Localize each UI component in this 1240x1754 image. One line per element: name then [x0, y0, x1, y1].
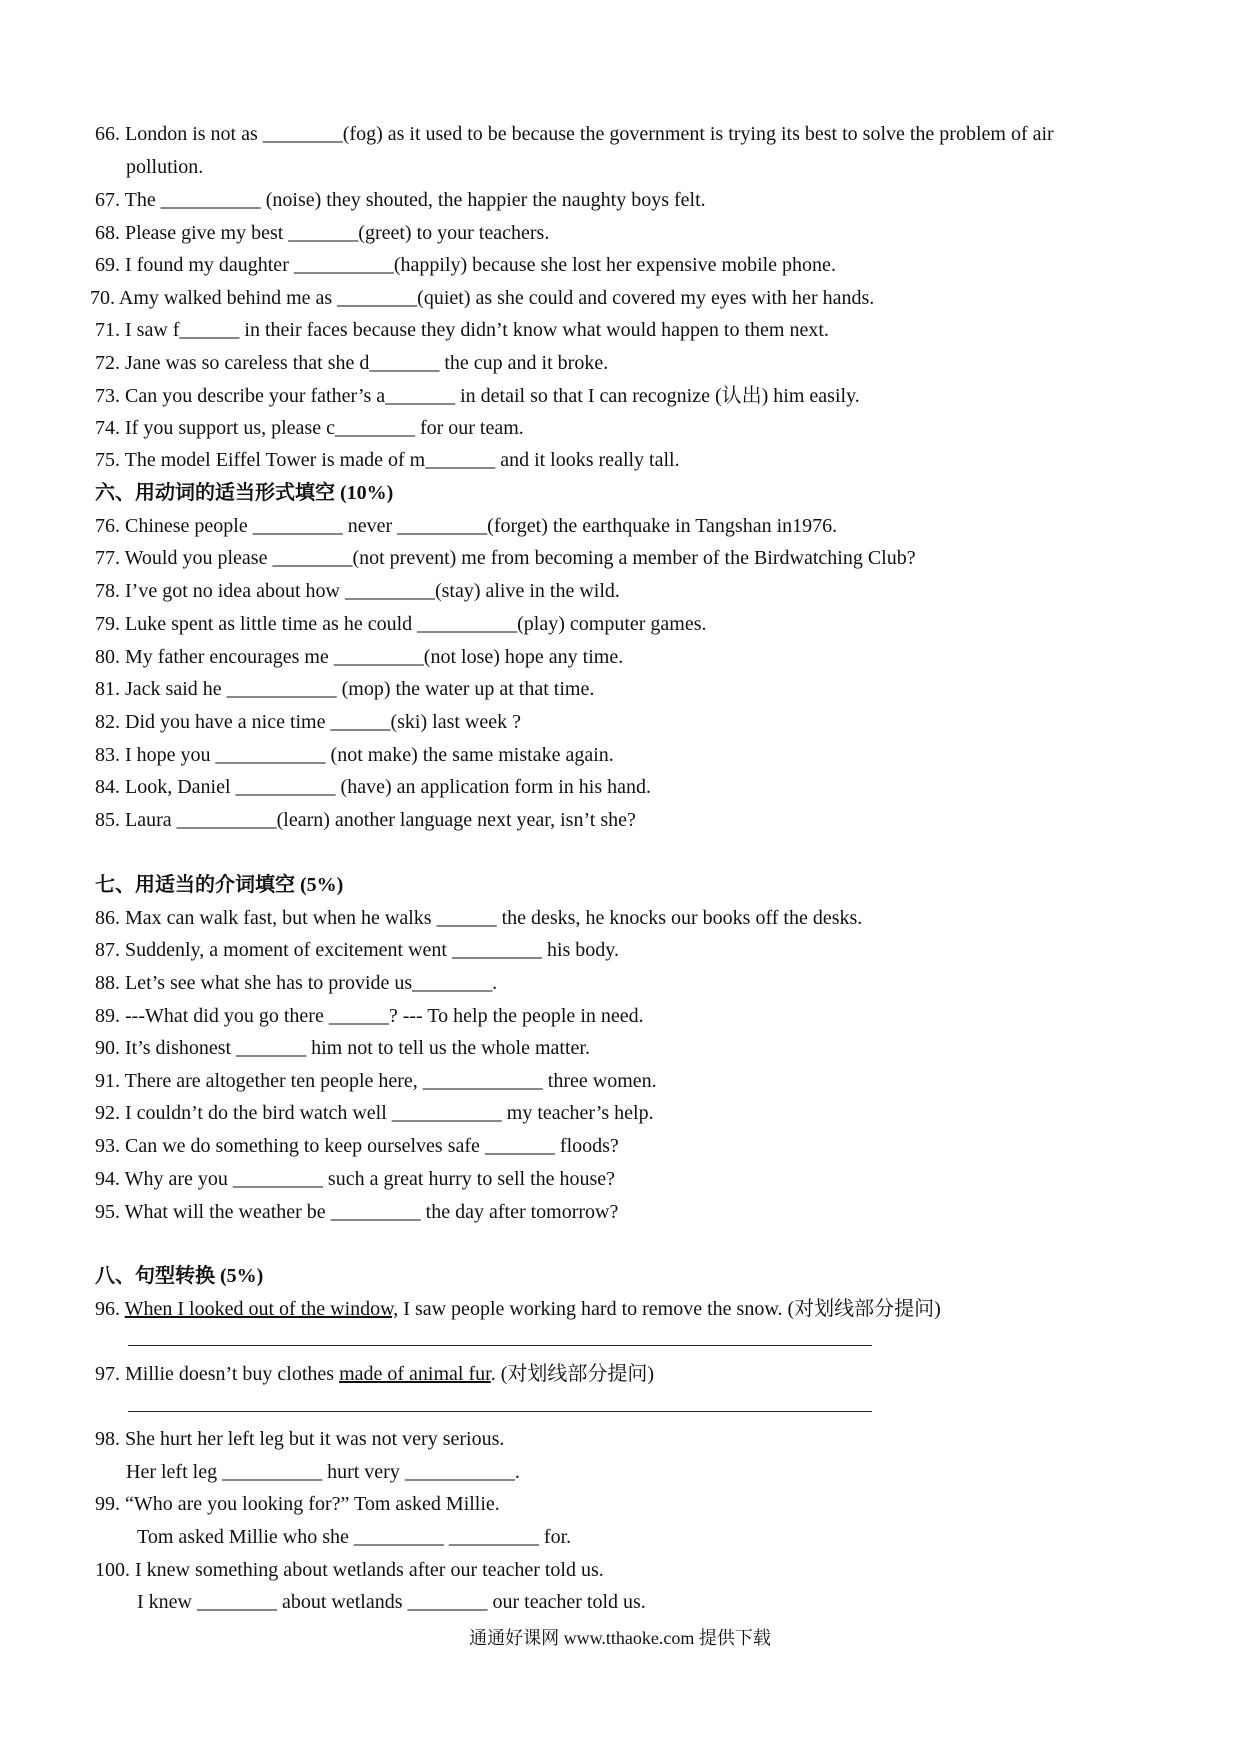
question-96	[95, 1297, 941, 1321]
section-8-heading: 八、句型转换 (5%)	[95, 1265, 264, 1287]
answer-line-96[interactable]	[128, 1345, 872, 1346]
question-70: 70. Amy walked behind me as ________(quiet) as she could and covered my eyes with her hands.	[90, 287, 875, 309]
question-98-rewrite: Her left leg __________ hurt very ___________.	[126, 1461, 520, 1483]
question-76: 76. Chinese people _________ never _________(forget) the earthquake in Tangshan in1976.	[95, 515, 838, 537]
question-84: 84. Look, Daniel __________ (have) an application form in his hand.	[95, 776, 651, 798]
question-99: 99. “Who are you looking for?” Tom asked Millie.	[95, 1493, 500, 1515]
question-88: 88. Let’s see what she has to provide us________.	[95, 972, 498, 994]
question-97-after: . (对划线部分提问)	[490, 1363, 655, 1385]
question-68: 68. Please give my best _______(greet) to your teachers.	[95, 222, 550, 244]
question-94: 94. Why are you _________ such a great hurry to sell the house?	[95, 1168, 616, 1190]
page-footer: 通通好课网 www.tthaoke.com 提供下载	[469, 1628, 771, 1648]
question-92: 92. I couldn’t do the bird watch well ___________ my teacher’s help.	[95, 1102, 654, 1124]
answer-line-97[interactable]	[128, 1411, 872, 1412]
question-97	[95, 1362, 654, 1386]
section-6-heading: 六、用动词的适当形式填空 (10%)	[95, 482, 394, 504]
question-100-rewrite: I knew ________ about wetlands ________ our teacher told us.	[137, 1591, 646, 1613]
question-87: 87. Suddenly, a moment of excitement went _________ his body.	[95, 939, 619, 961]
question-66: 66. London is not as ________(fog) as it used to be because the government is trying its best to solve the problem of air	[95, 123, 1054, 145]
question-77: 77. Would you please ________(not prevent) me from becoming a member of the Birdwatching Club?	[95, 547, 916, 569]
question-75: 75. The model Eiffel Tower is made of m_______ and it looks really tall.	[95, 449, 680, 471]
question-91: 91. There are altogether ten people here, ____________ three women.	[95, 1070, 657, 1092]
question-81: 81. Jack said he ___________ (mop) the water up at that time.	[95, 678, 595, 700]
question-95: 95. What will the weather be _________ the day after tomorrow?	[95, 1201, 619, 1223]
question-73: 73. Can you describe your father’s a_______ in detail so that I can recognize (认出) him easily.	[95, 385, 860, 407]
question-72: 72. Jane was so careless that she d_______ the cup and it broke.	[95, 352, 609, 374]
question-71: 71. I saw f______ in their faces because they didn’t know what would happen to them next.	[95, 319, 829, 341]
question-66-continued: pollution.	[126, 156, 204, 178]
question-79: 79. Luke spent as little time as he could __________(play) computer games.	[95, 613, 707, 635]
question-82: 82. Did you have a nice time ______(ski) last week ?	[95, 711, 521, 733]
question-67: 67. The __________ (noise) they shouted, the happier the naughty boys felt.	[95, 189, 706, 211]
question-97-before: 97. Millie doesn’t buy clothes	[95, 1363, 340, 1385]
question-97-underlined: made of animal fur	[339, 1363, 491, 1385]
question-86: 86. Max can walk fast, but when he walks ______ the desks, he knocks our books off the desks.	[95, 907, 863, 929]
question-69: 69. I found my daughter __________(happily) because she lost her expensive mobile phone.	[95, 254, 836, 276]
question-90: 90. It’s dishonest _______ him not to tell us the whole matter.	[95, 1037, 590, 1059]
question-96-rest: I saw people working hard to remove the snow. (对划线部分提问)	[398, 1298, 941, 1320]
section-7-heading: 七、用适当的介词填空 (5%)	[95, 874, 344, 896]
question-100: 100. I knew something about wetlands after our teacher told us.	[95, 1559, 604, 1581]
question-93: 93. Can we do something to keep ourselves safe _______ floods?	[95, 1135, 619, 1157]
question-83: 83. I hope you ___________ (not make) the same mistake again.	[95, 744, 614, 766]
question-74: 74. If you support us, please c________ for our team.	[95, 417, 524, 439]
question-78: 78. I’ve got no idea about how _________(stay) alive in the wild.	[95, 580, 620, 602]
question-98: 98. She hurt her left leg but it was not very serious.	[95, 1428, 505, 1450]
question-99-rewrite: Tom asked Millie who she _________ _________ for.	[137, 1526, 572, 1548]
question-85: 85. Laura __________(learn) another language next year, isn’t she?	[95, 809, 636, 831]
question-89: 89. ---What did you go there ______? --- To help the people in need.	[95, 1005, 644, 1027]
question-80: 80. My father encourages me _________(not lose) hope any time.	[95, 646, 624, 668]
question-96-underlined: When I looked out of the window,	[124, 1298, 399, 1320]
question-96-number: 96.	[95, 1298, 125, 1320]
